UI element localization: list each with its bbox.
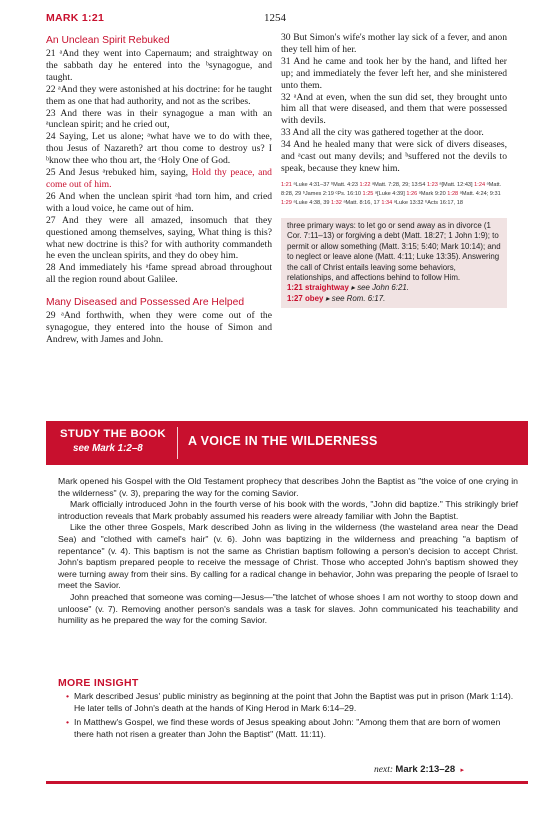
banner-divider	[177, 427, 178, 459]
word-study-note	[281, 218, 507, 308]
page-number: 1254	[264, 12, 286, 24]
list-item: • In Matthew's Gospel, we find these words of Jesus speaking about John: "Among them that are born of women there hath not risen a greater than John the Baptist" (Matt. 11:11).	[66, 717, 501, 739]
more-insight-list	[66, 691, 518, 743]
page-header	[46, 12, 504, 26]
section-heading-unclean-spirit: An Unclean Spirit Rebuked	[46, 35, 170, 46]
xref-item: 1:34 ᵃLuke 13:32 ᵇActs 16:17, 18	[381, 199, 463, 206]
xref-item: 1:28 ᵃMatt. 4:24; 9:31	[447, 190, 501, 197]
verse-28: 28 And immediately his ᵃfame spread abroad throughout all the region round about Galilee.	[46, 262, 272, 286]
banner-see-reference: see Mark 1:2–8	[73, 443, 143, 454]
verse-32: 32 ᵃAnd at even, when the sun did set, they brought unto him all that were diseased, and them that were possessed with devils.	[281, 91, 507, 127]
verse-34: 34 And he healed many that were sick of divers diseases, and ᵃcast out many devils; and ᵇsuffered not the devils to speak, because they knew him.	[281, 139, 507, 174]
note-lemma: 1:27 obey	[287, 293, 324, 303]
verse-21: 21 ᵃAnd they went into Capernaum; and straightway on the sabbath day he entered into the ᵇsynagogue, and taught.	[46, 48, 272, 83]
xref-item: 1:24 ᵃMatt. 8:28, 29 ᵇJames 2:19 ᶜPs. 16:10	[281, 181, 502, 197]
verse-23: 23 And there was in their synagogue a man with an ᵃunclean spirit; and he cried out,	[46, 107, 272, 131]
study-paragraph: Like the other three Gospels, Mark described John as living in the wilderness (the wasteland area near the Dead Sea) and "clothed with camel's hair" (v. 6). John was baptizing in the wilderness and preaching "a baptism of repentance" (v. 4). This baptism is not the same as Christian baptism following a person's decision to accept Christ. John's baptism prepared people to receive the message of Christ. Those who accepted John's baptism showed they were turning away from their sins. By calling for a radical change in behavior, John was preparing the people of Israel to meet the Savior.	[58, 522, 518, 591]
next-reference: Mark 2:13–28	[395, 764, 456, 775]
study-paragraph: Mark opened his Gospel with the Old Testament prophecy that describes John the Baptist as "the voice of one crying in the wilderness" (v. 3), preparing the way for the coming Savior.	[58, 476, 518, 498]
study-paragraph: Mark officially introduced John in the fourth verse of his book with the words, "John did baptize." This strikingly brief introduction reveals that Mark probably assumed his readers were already familiar with John the Baptist.	[58, 499, 518, 521]
verse-27: 27 And they were all amazed, insomuch that they questioned among themselves, saying, What thing is this? what new doctrine is this? for with authority commandeth he even the unclean spirits, and they do obey him.	[46, 214, 272, 262]
xref-item: 1:26 ᵃMark 9:20	[406, 190, 446, 197]
verse-24: 24 Saying, Let us alone; ᵃwhat have we to do with thee, thou Jesus of Nazareth? art thou come to destroy us? I ᵇknow thee who thou art, the ᶜHoly One of God.	[46, 131, 272, 167]
note-entry	[287, 294, 502, 304]
verse-22: 22 ᵃAnd they were astonished at his doctrine: for he taught them as one that had authority, and not as the scribes.	[46, 83, 272, 107]
study-the-book-banner	[46, 421, 528, 465]
note-entry	[287, 283, 502, 293]
verse-29: 29 ᵃAnd forthwith, when they were come out of the synagogue, they entered into the house of Simon and Andrew, with James and John.	[46, 310, 272, 345]
verse-25-text: 25 And Jesus ᵃrebuked him, saying,	[46, 167, 189, 179]
cross-references	[281, 181, 507, 208]
more-insight-heading: MORE INSIGHT	[58, 677, 139, 689]
note-lemma: 1:21 straightway	[287, 283, 349, 293]
xref-item: 1:23 ᵃ[Matt. 12:43]	[426, 181, 473, 188]
list-item: • Mark described Jesus' public ministry as beginning at the point that John the Baptist was put in prison (Mark 1:14). He later tells of John's death at the hands of King Herod in Mark 6:14–29.	[66, 691, 514, 713]
banner-label-group	[60, 428, 166, 454]
xref-item: 1:29 ᵃLuke 4:38, 39	[281, 199, 330, 206]
xref-item: 1:21 ᵃLuke 4:31–37 ᵇMatt. 4:23	[281, 181, 358, 188]
next-label: next:	[374, 765, 394, 775]
study-article	[58, 476, 518, 627]
verse-26: 26 And when the unclean spirit ᵃhad torn him, and cried with a loud voice, he came out of him.	[46, 190, 272, 214]
xref-item: 1:25 ᵃ[Luke 4:39]	[362, 190, 405, 197]
section-heading-many-diseased: Many Diseased and Possessed Are Helped	[46, 297, 245, 309]
verse-33: 33 And all the city was gathered together at the door.	[281, 127, 484, 139]
verse-25	[46, 167, 272, 191]
note-text: three primary ways: to let go or send away as in divorce (1 Cor. 7:11–13) or forgiving a debt (Matt. 18:27; 1 John 1:9); to permit or allow something (Matt. 3:15; 5:40; Mark 10:14); and to neglect or leave alone (Matt. 4:11; Luke 13:35). Answering the call of Christ entails leaving some behaviors, relationships, and affections behind to follow Him.	[287, 220, 501, 282]
banner-title: A VOICE IN THE WILDERNESS	[188, 434, 378, 448]
triangle-right-icon: ▸	[460, 766, 464, 774]
bottom-rule	[46, 781, 528, 784]
note-see: ▸ see John 6:21.	[351, 283, 409, 293]
next-reading-link[interactable]	[374, 764, 464, 775]
right-column	[281, 32, 507, 308]
bullet-icon: •	[66, 717, 70, 728]
xref-item: 1:32 ᵃMatt. 8:16, 17	[331, 199, 380, 206]
bullet-icon: •	[66, 691, 70, 701]
xref-item: 1:22 ᵃMatt. 7:28, 29; 13:54	[359, 181, 426, 188]
running-head: MARK 1:21	[46, 12, 105, 24]
verse-30: 30 But Simon's wife's mother lay sick of a fever, and anon they tell him of her.	[281, 32, 507, 55]
study-paragraph: John preached that someone was coming—Jesus—"the latchet of whose shoes I am not worthy to stoop down and unloose" (v. 7). Removing another person's sandals was a task for slaves. John communicated his teachability and humility as he prepared the way for the coming Savior.	[58, 591, 518, 626]
note-see: ▸ see Rom. 6:17.	[325, 293, 386, 303]
verse-31: 31 And he came and took her by the hand, and lifted her up; and immediately the fever left her, and she ministered unto them.	[281, 55, 507, 91]
words-of-christ: Hold thy peace, and come out of him.	[46, 167, 272, 190]
left-column	[46, 32, 272, 346]
banner-label: STUDY THE BOOK	[60, 428, 166, 440]
